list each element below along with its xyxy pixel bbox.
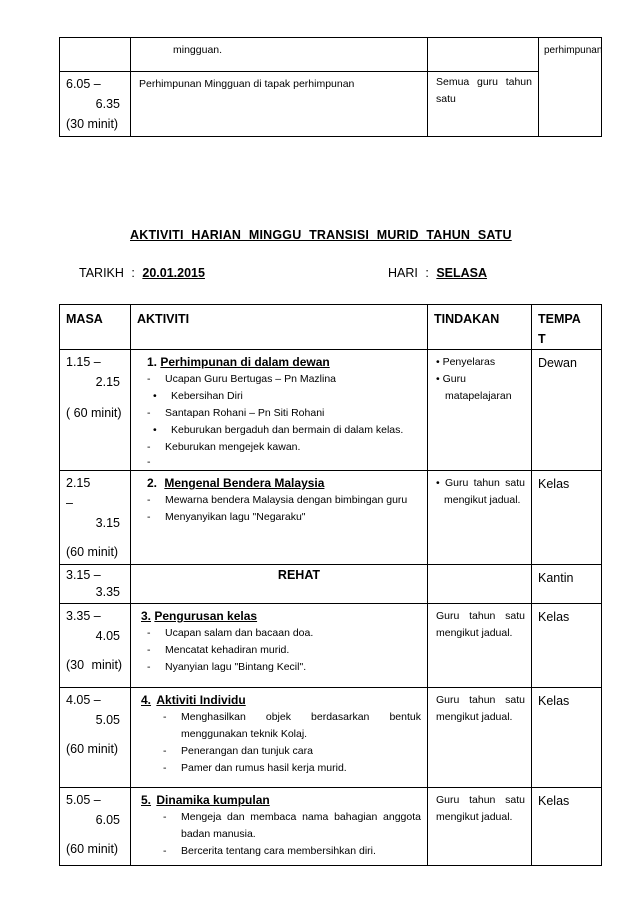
- masa-start: 6.05 –: [66, 77, 101, 91]
- masa-end: 5.05: [95, 713, 120, 727]
- list-item: [147, 492, 421, 509]
- bullet-icon: •: [153, 390, 157, 402]
- aktiviti-cell: [131, 471, 428, 565]
- masa-cell: [60, 604, 131, 688]
- list-text: Mencatat kehadiran murid.: [165, 644, 290, 656]
- activity-title: Aktiviti Individu: [156, 693, 246, 707]
- list-text: Keburukan bergaduh dan bermain di dalam kelas.: [171, 424, 404, 436]
- table-row: [60, 350, 602, 471]
- header-tindakan: TINDAKAN: [428, 305, 532, 350]
- tindakan-line: Guru tahun satu: [436, 794, 525, 806]
- table-header-row: [60, 305, 602, 350]
- list-item: [147, 405, 421, 422]
- list-text: Keburukan mengejek kawan.: [165, 441, 301, 453]
- list-item: [141, 709, 421, 726]
- tindakan-line: mengikut jadual.: [436, 627, 513, 639]
- activity-heading: [147, 474, 421, 492]
- aktiviti-text: mingguan.: [173, 44, 223, 56]
- tindakan-line: mengikut jadual.: [444, 494, 521, 506]
- aktiviti-cell: [131, 604, 428, 688]
- activity-number: 3.: [141, 609, 152, 623]
- tindakan-line: • Guru: [436, 373, 466, 385]
- masa-duration: (60 minit): [66, 842, 119, 856]
- masa-start: 3.15 –: [66, 568, 101, 582]
- header-masa: MASA: [60, 305, 131, 350]
- masa-cell: [60, 788, 131, 866]
- tarikh-label: TARIKH: [79, 266, 124, 280]
- list-marker: [163, 826, 181, 843]
- masa-duration: (60 minit): [66, 545, 119, 559]
- list-text: Santapan Rohani – Pn Siti Rohani: [165, 407, 325, 419]
- list-marker: -: [147, 494, 151, 506]
- activity-heading: [141, 791, 421, 809]
- aktiviti-cell: [131, 688, 428, 788]
- hari-label: HARI: [388, 266, 418, 280]
- table-row: [60, 471, 602, 565]
- list-item: [141, 659, 421, 676]
- list-text: Bercerita tentang cara membersihkan diri.: [181, 845, 376, 857]
- tindakan-line: mengikut jadual.: [436, 711, 513, 723]
- aktiviti-text: Perhimpunan Mingguan di tapak perhimpunan: [139, 78, 355, 90]
- masa-end: 2.15: [95, 375, 120, 389]
- activity-title: Pengurusan kelas: [154, 609, 258, 623]
- aktiviti-cell: [131, 38, 428, 72]
- masa-start: 2.15 –: [66, 476, 91, 510]
- tarikh-separator: :: [131, 266, 135, 280]
- activity-number: 4.: [141, 693, 152, 707]
- masa-start: 1.15 –: [66, 355, 101, 369]
- list-marker: [163, 726, 181, 743]
- list-text: Ucapan salam dan bacaan doa.: [165, 627, 314, 639]
- list-text: [165, 456, 421, 468]
- list-marker: -: [147, 644, 151, 656]
- masa-duration: ( 60 minit): [66, 406, 122, 420]
- masa-end: 4.05: [95, 629, 120, 643]
- tindakan-line: • Penyelaras: [436, 356, 496, 368]
- list-item: [147, 456, 421, 468]
- tindakan-cell: [428, 604, 532, 688]
- list-text: Nyanyian lagu "Bintang Kecil".: [165, 661, 307, 673]
- list-text: Menghasilkan objek berdasarkan bentuk: [181, 711, 421, 723]
- masa-end: 3.35: [95, 585, 120, 599]
- activity-heading: [147, 353, 421, 371]
- list-marker: -: [147, 456, 151, 468]
- header-aktiviti: AKTIVITI: [131, 305, 428, 350]
- table-row: [60, 688, 602, 788]
- list-item: [147, 422, 421, 439]
- hari-line: [388, 266, 487, 280]
- rehat-label: REHAT: [277, 568, 321, 582]
- activity-heading: [141, 607, 421, 625]
- list-item: [147, 371, 421, 388]
- masa-cell: [60, 350, 131, 471]
- header-tempat: [532, 305, 602, 350]
- list-text: Kebersihan Diri: [171, 390, 243, 402]
- aktiviti-cell: [131, 788, 428, 866]
- masa-duration: (30 minit): [66, 117, 119, 131]
- aktiviti-cell: [131, 72, 428, 137]
- list-item: [141, 743, 421, 760]
- masa-cell: [60, 471, 131, 565]
- activity-number: 1.: [147, 355, 158, 369]
- header-tempat-line: T: [538, 332, 546, 346]
- header-tempat-line: TEMPA: [538, 312, 581, 326]
- list-text: Ucapan Guru Bertugas – Pn Mazlina: [165, 373, 337, 385]
- list-item: [147, 388, 421, 405]
- tindakan-line: matapelajaran: [445, 390, 512, 402]
- list-marker: -: [163, 711, 167, 723]
- tarikh-line: [79, 266, 205, 280]
- table-row: [60, 38, 602, 72]
- masa-start: 4.05 –: [66, 693, 101, 707]
- tindakan-line: satu: [436, 93, 456, 105]
- masa-cell: [60, 565, 131, 604]
- activity-number: 2.: [147, 476, 158, 490]
- list-text: Mengeja dan membaca nama bahagian anggota: [181, 811, 421, 823]
- tempat-cell: Kelas: [532, 604, 602, 688]
- tindakan-line: Guru tahun satu: [436, 694, 525, 706]
- list-text: badan manusia.: [181, 828, 256, 840]
- list-text: Pamer dan rumus hasil kerja murid.: [181, 762, 347, 774]
- tempat-cell: [539, 38, 602, 137]
- list-marker: -: [147, 627, 151, 639]
- list-marker: -: [163, 762, 167, 774]
- schedule-table: [59, 304, 602, 866]
- list-text: Menyanyikan lagu "Negaraku": [165, 511, 306, 523]
- list-item: [141, 625, 421, 642]
- list-text: menggunakan teknik Kolaj.: [181, 728, 308, 740]
- list-text: Mewarna bendera Malaysia dengan bimbingan guru: [165, 494, 408, 506]
- list-item: [141, 726, 421, 743]
- masa-end: 3.15: [95, 516, 120, 530]
- tempat-cell: Kelas: [532, 471, 602, 565]
- list-marker: -: [147, 441, 151, 453]
- list-item: [141, 809, 421, 826]
- masa-duration: (60 minit): [66, 742, 119, 756]
- list-item: [147, 439, 421, 456]
- aktiviti-cell: [131, 350, 428, 471]
- table-row: [60, 565, 602, 604]
- activity-number: 5.: [141, 793, 152, 807]
- tindakan-cell: [428, 688, 532, 788]
- tarikh-value: 20.01.2015: [142, 266, 205, 280]
- masa-start: 3.35 –: [66, 609, 101, 623]
- list-marker: -: [163, 745, 167, 757]
- tempat-cell: Kelas: [532, 788, 602, 866]
- list-marker: -: [163, 845, 167, 857]
- activity-title: Perhimpunan di dalam dewan: [160, 355, 330, 369]
- tempat-cell: Kelas: [532, 688, 602, 788]
- tindakan-cell: [428, 72, 539, 137]
- list-item: [141, 760, 421, 777]
- masa-start: 5.05 –: [66, 793, 101, 807]
- tindakan-cell: [428, 350, 532, 471]
- page-title: AKTIVITI HARIAN MINGGU TRANSISI MURID TAHUN SATU: [130, 228, 512, 242]
- bullet-icon: •: [153, 424, 157, 436]
- list-marker: -: [163, 811, 167, 823]
- list-item: [141, 642, 421, 659]
- table-row: [60, 72, 602, 137]
- list-marker: -: [147, 511, 151, 523]
- list-item: [141, 826, 421, 843]
- list-item: [147, 509, 421, 526]
- tempat-cell: Kantin: [532, 565, 602, 604]
- tindakan-cell: [428, 788, 532, 866]
- masa-end: 6.35: [95, 97, 120, 111]
- table-row: [60, 788, 602, 866]
- list-marker: -: [147, 373, 151, 385]
- list-marker: -: [147, 407, 151, 419]
- masa-cell: [60, 72, 131, 137]
- list-text: Penerangan dan tunjuk cara: [181, 745, 313, 757]
- masa-cell: [60, 688, 131, 788]
- table-row: [60, 604, 602, 688]
- masa-end: 6.05: [95, 813, 120, 827]
- activity-title: Dinamika kumpulan: [156, 793, 270, 807]
- tindakan-line: Guru tahun satu: [436, 610, 525, 622]
- activity-heading: [141, 691, 421, 709]
- hari-value: SELASA: [436, 266, 488, 280]
- tindakan-cell: [428, 471, 532, 565]
- tempat-cell: Dewan: [532, 350, 602, 471]
- tindakan-line: • Guru tahun satu: [436, 477, 525, 489]
- rehat-cell: [131, 565, 428, 604]
- masa-duration: (30 minit): [66, 658, 123, 672]
- list-marker: -: [147, 661, 151, 673]
- tempat-text: perhimpunan: [544, 45, 603, 56]
- tindakan-cell: [428, 565, 532, 604]
- tindakan-line: Semua guru tahun: [436, 76, 532, 88]
- masa-cell: [60, 38, 131, 72]
- tindakan-cell: [428, 38, 539, 72]
- hari-separator: :: [425, 266, 429, 280]
- activity-title: Mengenal Bendera Malaysia: [164, 476, 325, 490]
- previous-schedule-table: [59, 37, 602, 137]
- list-item: [141, 843, 421, 860]
- tindakan-line: mengikut jadual.: [436, 811, 513, 823]
